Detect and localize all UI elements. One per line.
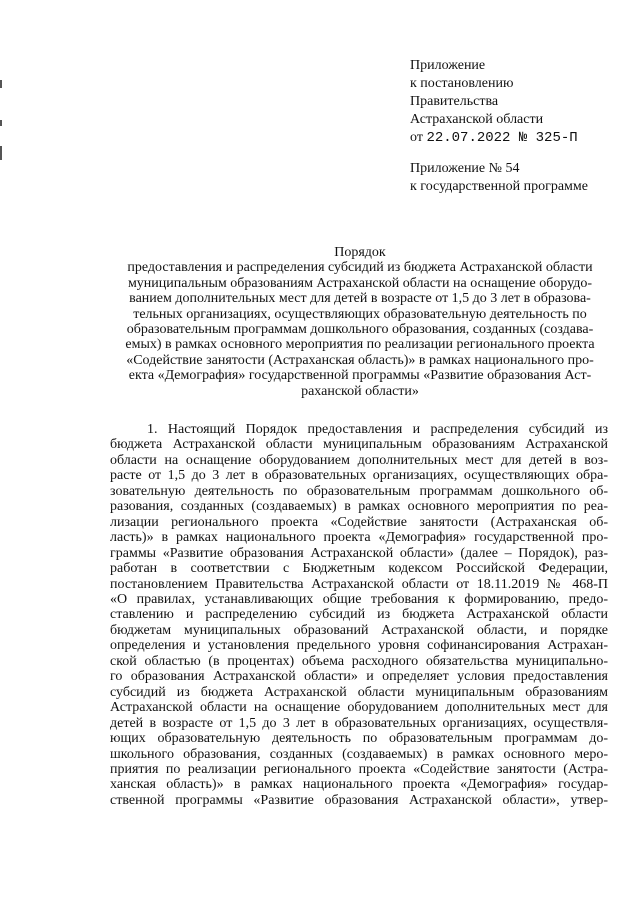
body-line: постановлением Правительства Астраханской области от 18.11.2019 № 468-П [110, 576, 608, 592]
title-line: тельных организациях, осуществляющих образовательную деятельность по [133, 306, 587, 322]
title-line: образовательным программам дошкольного образования, созданных (создава- [126, 322, 594, 338]
title-line: емых) в рамках основного мероприятия по реализации регионального проекта [125, 337, 595, 353]
title-heading: Порядок [334, 245, 386, 260]
body-line: детей в возрасте от 1,5 до 3 лет в образовательных организациях, осуществля- [110, 715, 608, 731]
body-line: «О правилах, устанавливающих общие требования к формированию, предо- [110, 591, 608, 607]
body-line: граммы «Развитие образования Астраханской области» (далее – Порядок), раз- [110, 545, 608, 561]
body-line: разования, созданных (создаваемых) в рамках основного мероприятия по реа- [110, 499, 608, 515]
document-body [110, 422, 608, 808]
header-line: Астраханской области [410, 112, 544, 127]
body-line: расте от 1,5 до 3 лет в образовательных организациях, осуществляющих обра- [110, 468, 608, 484]
body-line: бюджетам муниципальных образований Астраханской области, и порядке [110, 622, 608, 638]
title-line: муниципальным образованиям Астраханской области на оснащение оборудо- [127, 275, 593, 291]
body-line: ственной программы «Развитие образования Астраханской области», утвер- [110, 792, 608, 808]
document-title [110, 245, 610, 399]
body-line: лизации регионального проекта «Содействие занятости (Астраханская об- [110, 514, 608, 530]
body-line: ласть)» в рамках национального проекта «Демография» государственной про- [110, 530, 608, 546]
body-line: работан в соответствии с Бюджетным кодексом Российской Федерации, [110, 561, 608, 577]
body-line: зовательную деятельность по образовательным программам дошкольного об- [110, 483, 608, 499]
body-line: ющих образовательную деятельность по образовательным программам до- [110, 731, 608, 747]
body-line: 1. Настоящий Порядок предоставления и распределения субсидий из [147, 422, 608, 437]
scan-mark [0, 120, 2, 126]
date-prefix: от [410, 130, 423, 145]
title-line: «Содействие занятости (Астраханская область)» в рамках национального про- [126, 352, 594, 368]
scan-mark [0, 146, 2, 160]
body-line: субсидий из бюджета Астраханской области муниципальным образованиям [110, 684, 608, 700]
body-line: бюджета Астраханской области муниципальным образованиям Астраханской [110, 437, 608, 453]
header-line: Приложение [410, 58, 486, 73]
body-line: области на оснащение оборудованием дополнительных мест для детей в воз- [110, 452, 608, 468]
scan-margin-marks [0, 80, 4, 170]
body-line: Астраханской области на оснащение оборудованием дополнительных мест для [110, 700, 608, 716]
resolution-header [410, 57, 635, 147]
body-line: определения и установления предельного уровня софинансирования Астрахан- [110, 638, 608, 654]
body-line: ской областью (в процентах) объема расходного обязательства муниципально- [110, 653, 608, 669]
title-line: ванием дополнительных мест для детей в возрасте от 1,5 до 3 лет в образова- [129, 291, 591, 307]
body-line: приятия по реализации регионального проекта «Содействие занятости (Астра- [110, 761, 608, 777]
body-line: школьного образования, созданных (создаваемых) в рамках основного меро- [110, 746, 608, 762]
resolution-date-line [410, 129, 635, 147]
body-line: ставлению и распределению субсидий из бюджета Астраханской области [110, 607, 608, 623]
attachment-line: Приложение № 54 [410, 161, 520, 176]
title-line: раханской области» [301, 383, 419, 399]
scan-mark [0, 80, 2, 88]
title-line: предоставления и распределения субсидий из бюджета Астраханской области [127, 260, 593, 276]
date-number-stamp: 22.07.2022 № 325-П [426, 130, 578, 146]
header-line: Правительства [410, 94, 499, 109]
attachment-header [410, 160, 635, 196]
header-line: к постановлению [410, 76, 514, 91]
body-line: ханская область)» в рамках национального проекта «Демография» государ- [110, 777, 608, 793]
attachment-line: к государственной программе [410, 179, 588, 194]
body-line: го образования Астраханской области» и определяет условия предоставления [110, 669, 608, 685]
title-line: екта «Демография» государственной программы «Развитие образования Аст- [128, 368, 592, 384]
